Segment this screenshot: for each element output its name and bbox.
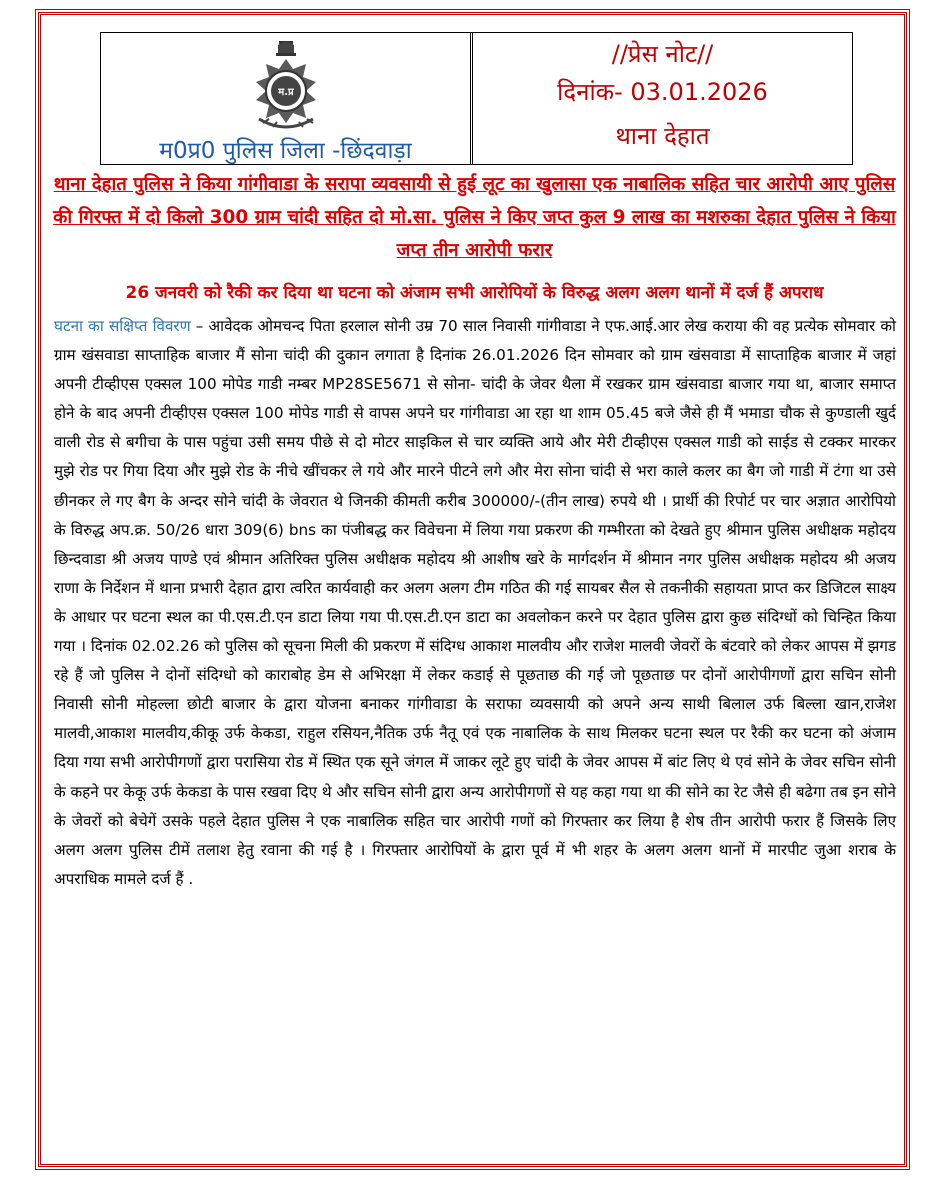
emblem-text: म.प्र [278,87,294,98]
summary-label: घटना का सक्षिप्त विवरण [54,317,191,335]
press-note-title: //प्रेस नोट// [611,40,714,68]
press-note-date: दिनांक- 03.01.2026 [557,78,768,106]
police-emblem-icon [251,39,321,135]
header-left-cell [101,33,473,164]
police-station: थाना देहात [615,122,710,150]
summary-text: – आवेदक ओमचन्द पिता हरलाल सोनी उम्र 70 साल निवासी गांगीवाडा ने एफ.आई.आर लेख कराया की वह प्रत्येक सोमवार को ग्राम खंसवाडा साप्ताहिक बाजार मैं सोना चांदी की दुकान लगाता है दिनांक 26.01.2026 दिन सोमवार को ग्राम खंसवाडा में साप्ताहिक बाजार में जहां अपनी टीव्हीएस एक्सल 100 मोपेड गाडी नम्बर MP28SE5671 से सोना- चांदी के जेवर थैला में रखकर ग्राम खंसवाडा बाजार गया था, बाजार समाप्त होने के बाद अपनी टीव्हीएस एक्सल 100 मोपेड गाडी से वापस अपने घर गांगीवाडा आ रहा था शाम 05.45 बजे जैसे ही मैं भमाडा चौक से कुण्डाली खुर्द वाली रोड से बगीचा के पास पहुंचा उसी समय पीछे से दो मोटर साइकिल से चार व्यक्ति आये और मेरी टीव्हीएस एक्सल गाडी को साईड से टक्कर मारकर मुझे रोड पर गिया दिया और मुझे रोड के नीचे खींचकर ले गये और मारने पीटने लगे और मेरा सोना चांदी से भरा काले कलर का बैग जो गाडी में टंगा था उसे छीनकर ले गए बैग के अन्दर सोने चांदी के जेवरात थे जिनकी कीमती करीब 300000/-(तीन लाख) रुपये थी । प्रार्थी की रिपोर्ट पर चार अज्ञात आरोपियो के विरुद्ध अप.क्र. 50/26 धारा 309(6) bns का पंजीबद्ध कर विवेचना में लिया गया प्रकरण की गम्भीरता को देखते हुए श्रीमान पुलिस अधीक्षक महोदय छिन्दवाडा श्री अजय पाण्डे एवं श्रीमान अतिरिक्त पुलिस अधीक्षक महोदय श्री आशीष खरे के मार्गदर्शन में श्रीमान नगर पुलिस अधीक्षक महोदय श्री अजय राणा के निर्देशन में थाना प्रभारी देहात द्वारा त्वरित कार्यवाही कर अलग अलग टीम गठित की गई सायबर सैल से तकनीकी सहायता प्राप्त कर डिजिटल साक्ष्य के आधार पर घटना स्थल का पी.एस.टी.एन डाटा लिया गया पी.एस.टी.एन डाटा का अवलोकन करने पर देहात पुलिस द्वारा कुछ संदिग्धों को चिन्हित किया गया । दिनांक 02.02.26 को पुलिस को सूचना मिली की प्रकरण में संदिग्ध आकाश मालवीय और राजेश मालवी जेवरों के बंटवारे को लेकर आपस में झगड रहे हैं जो पुलिस ने दोनों संदिग्धो को काराबोह डेम से अभिरक्षा में लेकर कडाई से पूछताछ की गई जो पूछताछ पर दोनों आरोपीगणों द्वारा सचिन सोनी निवासी सोनी मोहल्ला छोटी बाजार के द्वारा योजना बनाकर गांगीवाडा के सराफा व्यवसायी को अपने अन्य साथी बिलाल उर्फ बिल्ला खान,राजेश मालवी,आकाश मालवीय,कीकू उर्फ केकडा, राहुल रसियन,नैतिक उर्फ नैतू एवं एक नाबालिक के साथ मिलकर घटना स्थल पर रैकी कर घटना को अंजाम दिया गया सभी आरोपीगणों द्वारा परासिया रोड में स्थित एक सूने जंगल में जाकर लूटे हुए चांदी के जेवर आपस में बांट लिए थे एवं सोने के जेवर सचिन सोनी के कहने पर केकू उर्फ केकडा के पास रखवा दिए थे और सचिन सोनी द्वारा अन्य आरोपीगणों से यह कहा गया था की सोने का रेट जैसे ही बढेगा तब इन सोने के जेवरों को बेचेगें उसके पहले देहात पुलिस ने एक नाबालिक सहित चार आरोपी गणों को गिरफ्तार कर लिया है शेष तीन आरोपी फरार हैं जिसके लिए अलग अलग पुलिस टीमें तलाश हेतु रवाना की गई है । गिरफ्तार आरोपियों के द्वारा पूर्व में भी शहर के अलग अलग थानों में मारपीट जुआ शराब के अपराधिक मामले दर्ज हैं . [54,317,896,888]
header-right-cell [473,33,852,164]
subheadline: 26 जनवरी को रैकी कर दिया था घटना को अंजाम सभी आरोपियों के विरुद्ध अलग अलग थानों में दर्ज हैं अपराध [125,283,824,303]
headline: थाना देहात पुलिस ने किया गांगीवाडा के सरापा व्यवसायी से हुई लूट का खुलासा एक नाबालिक सहित चार आरोपी आए पुलिस की गिरफ्त में दो किलो 300 ग्राम चांदी सहित दो मो.सा. पुलिस ने किए जप्त कुल 9 लाख का मशरुका देहात पुलिस ने किया जप्त तीन आरोपी फरार [53,174,896,261]
district-name: म0प्र0 पुलिस जिला -छिंदवाड़ा [159,138,412,164]
header-table [100,32,853,165]
incident-summary [54,312,896,894]
